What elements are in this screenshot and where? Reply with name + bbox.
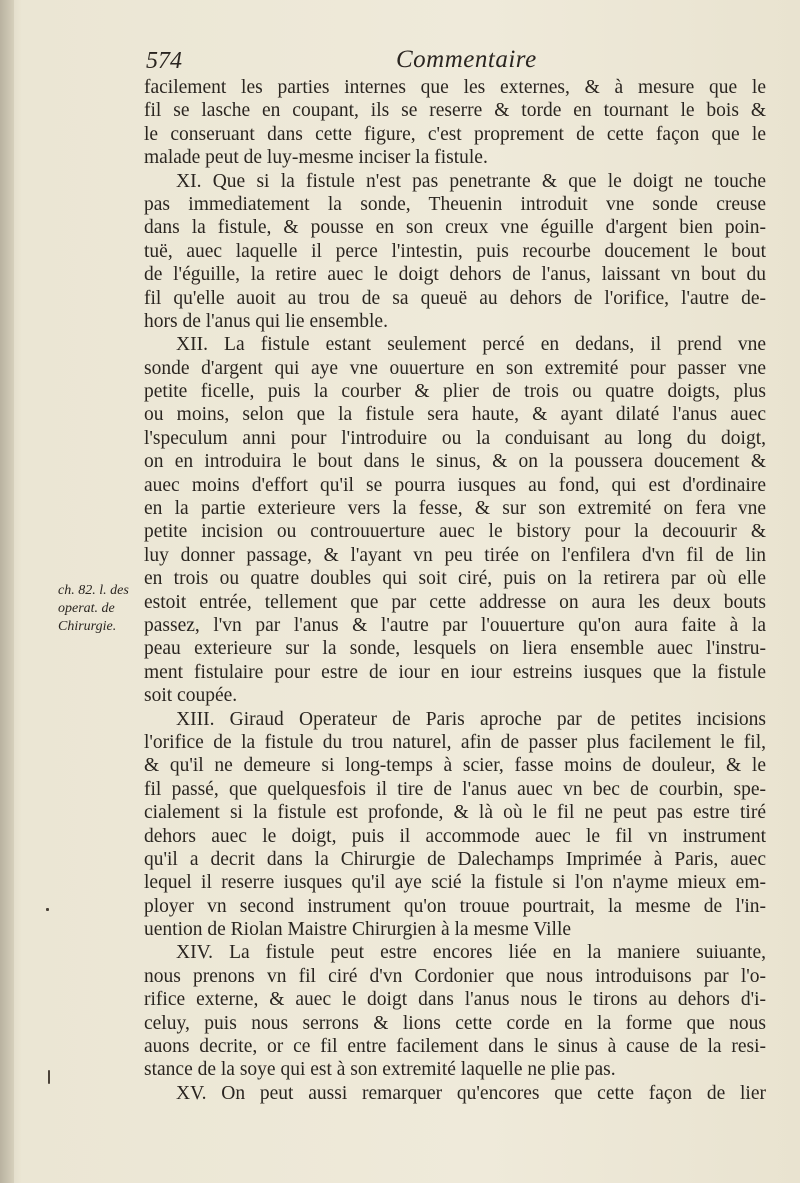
text-line: peau exterieure sur la sonde, lesquels on liera ensemble auec l'instru- bbox=[144, 638, 766, 660]
text-line: luy donner passage, & l'ayant vn peu tirée on l'enfilera d'vn fil de lin bbox=[144, 544, 766, 566]
page-header bbox=[146, 44, 766, 80]
text-line: soit coupée. bbox=[144, 685, 238, 707]
text-line: XIII. Giraud Operateur de Paris aproche par de petites incisions bbox=[176, 708, 766, 730]
margin-note bbox=[58, 582, 148, 636]
text-line: XV. On peut aussi remarquer qu'encores que cette façon de lier bbox=[176, 1082, 766, 1104]
text-line: XI. Que si la fistule n'est pas penetrante & que le doigt ne touche bbox=[176, 170, 766, 192]
text-line: celuy, puis nous serrons & lions cette corde en la forme que nous bbox=[144, 1012, 766, 1034]
margin-note-line: operat. de bbox=[58, 601, 115, 616]
running-title: Commentaire bbox=[396, 46, 537, 73]
text-line: uention de Riolan Maistre Chirurgien à la mesme Ville bbox=[144, 919, 572, 941]
text-line: ployer vn second instrument qu'on trouue pourtrait, la mesme de l'in- bbox=[144, 895, 766, 917]
text-line: l'orifice de la fistule du trou naturel, afin de passer plus facilement le fil, bbox=[144, 731, 766, 753]
text-line: auec moins d'effort qu'il se pourra iusques au fond, qui est d'ordinaire bbox=[144, 474, 766, 496]
text-line: nous prenons vn fil ciré d'vn Cordonier que nous introduisons par l'o- bbox=[144, 965, 766, 987]
text-line: cialement si la fistule est profonde, & là où le fil ne peut pas estre tiré bbox=[144, 802, 766, 824]
text-line: dans la fistule, & pousse en son creux vne éguille d'argent bien poin- bbox=[144, 217, 766, 239]
text-line: ment fistulaire pour estre de iour en iour estreins iusques que la fistule bbox=[144, 661, 766, 683]
text-line: fil se lasche en coupant, ils se reserre & torde en tournant le bois & bbox=[144, 100, 766, 122]
text-line: en trois ou quatre doubles qui soit ciré, puis on la retirera par où elle bbox=[144, 568, 766, 590]
ink-speck bbox=[48, 1070, 50, 1084]
text-line: stance de la soye qui est à son extremité laquelle ne plie pas. bbox=[144, 1059, 616, 1081]
text-line: passez, l'vn par l'anus & l'autre par l'ouuerture qu'on aura faite à la bbox=[144, 614, 766, 636]
text-line: de l'éguille, la retire auec le doigt dehors de l'anus, laissant vn bout du bbox=[144, 264, 766, 286]
text-line: fil passé, que quelquesfois il tire de l'anus auec vn bec de courbin, spe- bbox=[144, 778, 766, 800]
text-line: facilement les parties internes que les externes, & à mesure que le bbox=[144, 77, 766, 98]
text-line: XIV. La fistule peut estre encores liée en la maniere suiuante, bbox=[176, 942, 766, 964]
text-line: l'speculum anni pour l'introduire ou la conduisant au long du doigt, bbox=[144, 427, 766, 449]
body-text bbox=[144, 76, 766, 1105]
text-line: estoit entrée, tellement que par cette addresse on aura les deux bouts bbox=[144, 591, 766, 613]
text-line: lequel il reserre iusques qu'il aye scié la fistule si l'on n'ayme mieux em- bbox=[144, 872, 766, 894]
margin-note-line: Chirurgie. bbox=[58, 619, 117, 634]
text-line: fil qu'elle auoit au trou de sa queuë au dehors de l'orifice, l'autre de- bbox=[144, 287, 766, 309]
page-gutter bbox=[0, 0, 14, 1183]
page-number: 574 bbox=[146, 48, 182, 74]
text-line: en la partie exterieure vers la fesse, & sur son extremité on fera vne bbox=[144, 498, 766, 520]
text-line: dehors auec le doigt, puis il accommode auec le fil vn instrument bbox=[144, 825, 766, 847]
text-line: pas immediatement la sonde, Theuenin introduit vne sonde creuse bbox=[144, 193, 766, 215]
text-line: rifice externe, & auec le doigt dans l'anus nous le tirons au dehors d'i- bbox=[144, 989, 766, 1011]
text-line: malade peut de luy-mesme inciser la fistule. bbox=[144, 147, 488, 169]
text-line: on en introduira le bout dans le sinus, & on la poussera doucement & bbox=[144, 451, 766, 473]
ink-speck bbox=[46, 908, 49, 911]
text-line: le conseruant dans cette figure, c'est proprement de cette façon que le bbox=[144, 123, 766, 145]
text-line: XII. La fistule estant seulement percé en dedans, il prend vne bbox=[176, 334, 766, 356]
text-line: auons decrite, or ce fil entre facilement dans le sinus à cause de la resi- bbox=[144, 1036, 766, 1058]
text-line: hors de l'anus qui lie ensemble. bbox=[144, 310, 388, 332]
text-line: petite ficelle, puis la courber & plier de trois ou quatre doigts, plus bbox=[144, 381, 766, 403]
text-line: qu'il a decrit dans la Chirurgie de Dalechamps Imprimée à Paris, auec bbox=[144, 848, 766, 870]
margin-note-line: ch. 82. l. des bbox=[58, 583, 129, 598]
text-line: sonde d'argent qui aye vne ouuerture en son extremité pour passer vne bbox=[144, 357, 766, 379]
text-line: tuë, auec laquelle il perce l'intestin, puis recourbe doucement le bout bbox=[144, 240, 766, 262]
text-line: petite incision ou controuuerture auec le bistory pour la decouurir & bbox=[144, 521, 766, 543]
text-line: ou moins, selon que la fistule sera haute, & ayant dilaté l'anus auec bbox=[144, 404, 766, 426]
text-line: & qu'il ne demeure si long-temps à scier, fasse moins de douleur, & le bbox=[144, 755, 766, 777]
